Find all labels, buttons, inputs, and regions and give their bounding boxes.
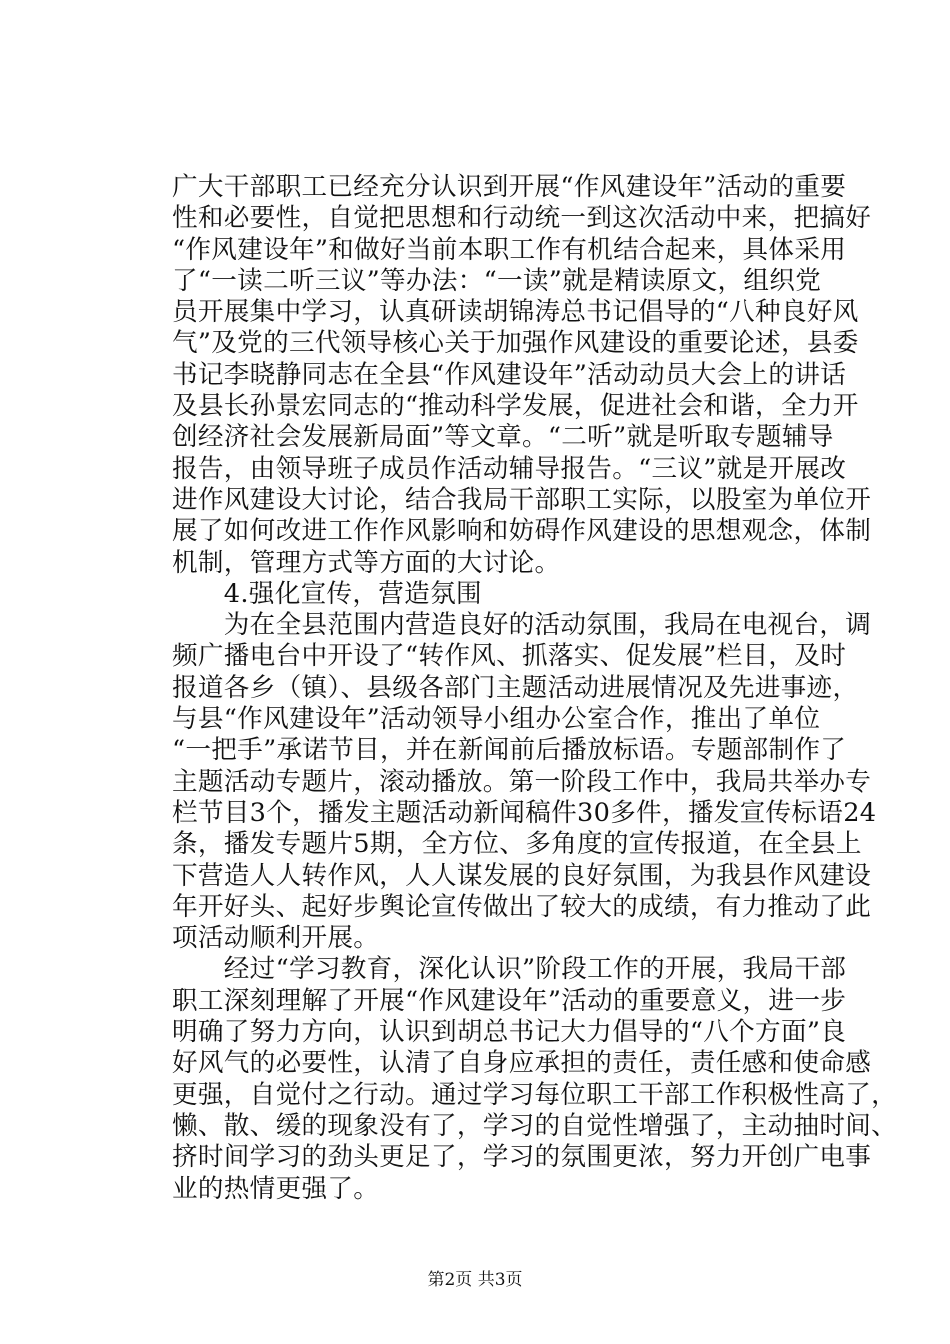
text-line: 报道各乡（镇）、县级各部门主题活动进展情况及先进事迹， <box>172 672 859 703</box>
text-line: 好风气的必要性，认清了自身应承担的责任，责任感和使命感 <box>172 1048 872 1079</box>
text-line: 年开好头、起好步舆论宣传做出了较大的成绩，有力推动了此 <box>172 891 872 922</box>
text-line: 频广播电台中开设了“转作风、抓落实、促发展”栏目，及时 <box>172 641 847 672</box>
text-line: 职工深刻理解了开展“作风建设年”活动的重要意义，进一步 <box>172 985 847 1016</box>
text-line: 与县“作风建设年”活动领导小组办公室合作，推出了单位 <box>172 704 821 735</box>
text-line: 更强，自觉付之行动。通过学习每位职工干部工作积极性高了， <box>172 1079 898 1110</box>
text-line: 栏节目3个，播发主题活动新闻稿件30多件，播发宣传标语24 <box>172 797 877 828</box>
text-line: 展了如何改进工作作风影响和妨碍作风建设的思想观念，体制 <box>172 516 872 547</box>
text-line: 了“一读二听三议”等办法：“一读”就是精读原文，组织党 <box>172 265 822 296</box>
text-line: 项活动顺利开展。 <box>172 923 380 954</box>
text-line: 业的热情更强了。 <box>172 1173 380 1204</box>
text-line: 性和必要性，自觉把思想和行动统一到这次活动中来，把搞好 <box>172 203 872 234</box>
text-line: 书记李晓静同志在全县“作风建设年”活动动员大会上的讲话 <box>172 359 847 390</box>
text-line: “作风建设年”和做好当前本职工作有机结合起来，具体采用 <box>172 234 847 265</box>
text-line: 气”及党的三代领导核心关于加强作风建设的重要论述，县委 <box>172 328 859 359</box>
text-line: 条，播发专题片5期，全方位、多角度的宣传报道，在全县上 <box>172 829 862 860</box>
text-line: 挤时间学习的劲头更足了，学习的氛围更浓，努力开创广电事 <box>172 1142 872 1173</box>
text-line: 下营造人人转作风，人人谋发展的良好氛围，为我县作风建设 <box>172 860 872 891</box>
text-line: 明确了努力方向，认识到胡总书记大力倡导的“八个方面”良 <box>172 1017 847 1048</box>
text-line: 机制，管理方式等方面的大讨论。 <box>172 547 561 578</box>
paragraph-start-line: 为在全县范围内营造良好的活动氛围，我局在电视台，调 <box>172 610 872 641</box>
section-heading: 4.强化宣传，营造氛围 <box>172 578 482 609</box>
document-body <box>172 172 898 1205</box>
text-line: 主题活动专题片，滚动播放。第一阶段工作中，我局共举办专 <box>172 766 872 797</box>
text-line: 员开展集中学习，认真研读胡锦涛总书记倡导的“八种良好风 <box>172 297 859 328</box>
paragraph-start-line: 经过“学习教育，深化认识”阶段工作的开展，我局干部 <box>172 954 847 985</box>
text-line: 报告，由领导班子成员作活动辅导报告。“三议”就是开展改 <box>172 453 847 484</box>
text-line: 广大干部职工已经充分认识到开展“作风建设年”活动的重要 <box>172 172 847 202</box>
text-line: 进作风建设大讨论，结合我局干部职工实际，以股室为单位开 <box>172 484 872 515</box>
text-line: 及县长孙景宏同志的“推动科学发展，促进社会和谐，全力开 <box>172 391 859 422</box>
text-line: 懒、散、缓的现象没有了，学习的自觉性增强了，主动抽时间、 <box>172 1110 898 1141</box>
text-line: 创经济社会发展新局面”等文章。“二听”就是听取专题辅导 <box>172 422 834 453</box>
text-line: “一把手”承诺节目，并在新闻前后播放标语。专题部制作了 <box>172 735 847 766</box>
page-footer: 第2页 共3页 <box>427 1270 523 1290</box>
